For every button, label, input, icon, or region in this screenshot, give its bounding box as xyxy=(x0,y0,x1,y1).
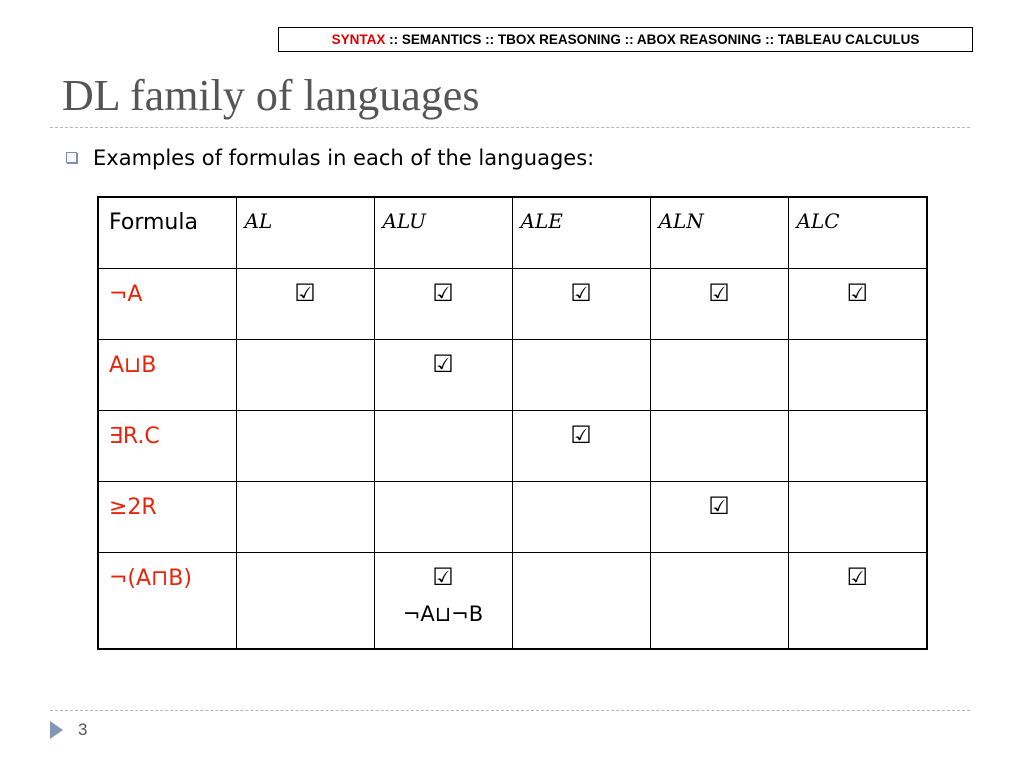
empty-cell xyxy=(237,340,374,350)
table-row xyxy=(98,268,927,339)
section-navigation xyxy=(278,27,973,52)
empty-cell xyxy=(651,553,788,563)
check-cell xyxy=(236,481,374,552)
ballot-box-check-icon: ☑ xyxy=(846,278,868,307)
table-row xyxy=(98,410,927,481)
table-row xyxy=(98,552,927,649)
bullet-text: Examples of formulas in each of the languages: xyxy=(93,146,595,170)
check-cell xyxy=(512,410,650,481)
empty-cell xyxy=(651,340,788,350)
header-alu: ALU xyxy=(382,209,426,233)
languages-table xyxy=(97,196,928,650)
check-cell xyxy=(374,552,512,649)
header-cell xyxy=(374,197,512,268)
header-alc: ALC xyxy=(796,209,840,233)
formula-cell xyxy=(98,552,236,649)
slide-title: DL family of languages xyxy=(62,71,480,120)
check-cell xyxy=(788,339,927,410)
ballot-box-check-icon: ☑ xyxy=(708,278,730,307)
formula-cell xyxy=(98,481,236,552)
empty-cell xyxy=(513,553,650,563)
header-ale: ALE xyxy=(520,209,563,233)
header-cell xyxy=(650,197,788,268)
ballot-box-check-icon: ☑ xyxy=(432,562,454,591)
ballot-box-check-icon: ☑ xyxy=(570,420,592,449)
check-cell xyxy=(650,552,788,649)
check-cell xyxy=(788,552,927,649)
empty-cell xyxy=(789,482,927,492)
formula-at-least-2r: ≥2R xyxy=(109,494,157,520)
check-cell xyxy=(512,268,650,339)
empty-cell xyxy=(513,340,650,350)
check-cell xyxy=(236,552,374,649)
formula-not-a-and-b: ¬(A⊓B) xyxy=(109,565,192,591)
check-cell xyxy=(788,481,927,552)
ballot-box-check-icon: ☑ xyxy=(432,278,454,307)
check-cell xyxy=(512,339,650,410)
check-cell xyxy=(650,481,788,552)
header-cell xyxy=(236,197,374,268)
empty-cell xyxy=(237,411,374,421)
formula-not-a: ¬A xyxy=(109,281,143,307)
header-cell xyxy=(512,197,650,268)
check-cell xyxy=(512,481,650,552)
header-cell xyxy=(788,197,927,268)
check-cell xyxy=(650,268,788,339)
check-cell xyxy=(788,410,927,481)
equivalent-formula: ¬A⊔¬B xyxy=(402,601,484,626)
ballot-box-check-icon: ☑ xyxy=(432,349,454,378)
formula-a-or-b: A⊔B xyxy=(109,352,157,378)
check-cell xyxy=(650,410,788,481)
ballot-box-check-icon: ☑ xyxy=(294,278,316,307)
table-row xyxy=(98,339,927,410)
play-triangle-icon xyxy=(50,721,63,739)
ballot-box-check-icon: ☑ xyxy=(708,491,730,520)
top-divider xyxy=(50,127,970,128)
check-cell xyxy=(374,481,512,552)
formula-cell xyxy=(98,268,236,339)
header-cell xyxy=(98,197,236,268)
empty-cell xyxy=(651,411,788,421)
table-row xyxy=(98,481,927,552)
check-cell xyxy=(374,268,512,339)
nav-other-sections[interactable]: :: SEMANTICS :: TBOX REASONING :: ABOX REASONING :: TABLEAU CALCULUS xyxy=(385,32,920,47)
nav-active-syntax[interactable]: SYNTAX xyxy=(331,32,386,47)
empty-cell xyxy=(789,340,927,350)
header-al: AL xyxy=(244,209,273,233)
empty-cell xyxy=(237,482,374,492)
checkbox-bullet-icon xyxy=(66,152,77,163)
empty-cell xyxy=(789,411,927,421)
formula-exists-r-c: ∃R.C xyxy=(109,423,160,449)
empty-cell xyxy=(375,482,512,492)
formula-cell xyxy=(98,339,236,410)
check-cell xyxy=(236,268,374,339)
ballot-box-check-icon: ☑ xyxy=(570,278,592,307)
check-cell xyxy=(650,339,788,410)
check-cell xyxy=(374,410,512,481)
header-formula: Formula xyxy=(109,210,198,235)
check-cell xyxy=(236,410,374,481)
check-cell xyxy=(788,268,927,339)
empty-cell xyxy=(237,553,374,563)
header-aln: ALN xyxy=(658,209,704,233)
check-cell xyxy=(512,552,650,649)
bottom-divider xyxy=(50,710,970,711)
empty-cell xyxy=(513,482,650,492)
ballot-box-check-icon: ☑ xyxy=(846,562,868,591)
check-cell xyxy=(374,339,512,410)
empty-cell xyxy=(375,411,512,421)
page-number: 3 xyxy=(78,720,88,739)
table-header-row xyxy=(98,197,927,268)
formula-cell xyxy=(98,410,236,481)
check-cell xyxy=(236,339,374,410)
